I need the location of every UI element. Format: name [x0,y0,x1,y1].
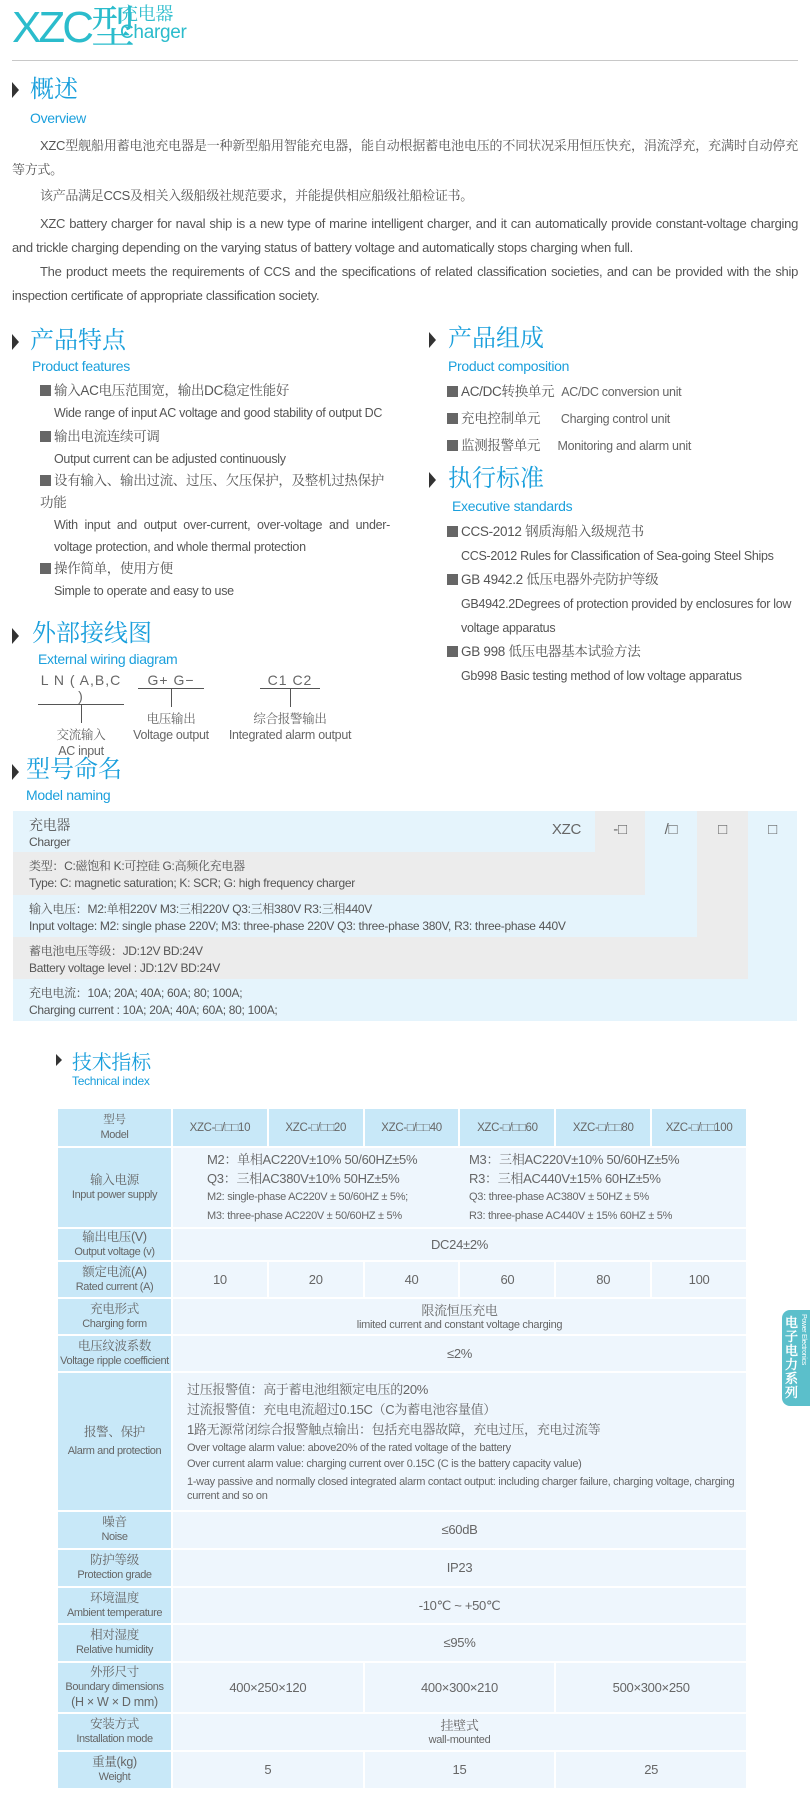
standard-cn: GB 4942.2 低压电器外壳防护等级 [461,572,659,587]
model-cell: XZC-□/□□60 [459,1108,555,1147]
naming-slot-current: □ [748,811,797,979]
table-row [57,1335,747,1372]
section-triangle-icon [12,764,19,780]
naming-row-en: Type: C: magnetic saturation; K: SCR; G: high frequency charger [29,876,355,890]
overview-paragraph: 该产品满足CCS及相关入级船级社规范要求，并能提供相应船级社船检证书。 [40,188,473,203]
wiring-label-cn: 电压输出 [146,712,196,726]
overview-paragraph: The product meets the requirements of CCS and the specifications of related classification societies, and can be provided with the ship inspection certificate of appropriate classification society. [12,264,798,303]
table-row [57,1662,747,1713]
table-row [57,1511,747,1549]
naming-heading: 型号命名 [26,756,122,783]
naming-slot-voltage: /□ [645,811,697,895]
section-triangle-icon [12,82,19,98]
alarm-line: Over voltage alarm value: above20% of the rated voltage of the battery [187,1442,511,1454]
product-title-cn: 充电器 [120,4,174,24]
features-list [40,380,390,602]
feature-cn: 设有输入、输出过流、过压、欠压保护，及整机过热保护功能 [40,473,384,510]
input-line: M3：三相AC220V±10% 50/60HZ±5% [469,1151,680,1167]
header-divider [12,60,798,61]
composition-cn: 监测报警单元 [461,438,541,453]
composition-en: Charging control unit [560,412,670,426]
overview-subheading: Overview [30,110,86,126]
feature-en: With input and output over-current, over-voltage and under-voltage protection, and whole thermal protection [54,518,390,554]
standard-en: Gb998 Basic testing method of low voltage apparatus [461,669,742,683]
label-cn: 环境温度 [90,1590,139,1605]
input-line: R3：三相AC440V±15% 60HZ±5% [469,1170,661,1186]
naming-row-en: Input voltage: M2: single phase 220V; M3: three-phase 220V Q3: three-phase 380V, R3: three-phase 440V [29,919,566,933]
label-en: Model [100,1128,129,1141]
section-triangle-icon [12,628,19,644]
square-bullet-icon [447,526,458,537]
wiring-stem [171,689,172,707]
composition-item [447,378,797,405]
table-row [57,1587,747,1624]
row-label [57,1549,172,1587]
table-row [57,1261,747,1298]
humidity-cell: ≤95% [172,1624,747,1662]
features-subheading: Product features [32,358,130,374]
square-bullet-icon [447,646,458,657]
feature-en: Simple to operate and easy to use [54,584,234,598]
overview-paragraph: XZC battery charger for naval ship is a new type of marine intelligent charger, and it can automatically provide constant-voltage charging and trickle charging depending on the varying status of battery voltage and automatically stops charging when full. [12,216,798,255]
table-row [57,1372,747,1511]
wiring-label-cn: 综合报警输出 [253,712,327,726]
label-cn: 安装方式 [90,1717,139,1731]
standard-en: CCS-2012 Rules for Classification of Sea-going Steel Ships [461,549,774,563]
wiring-label-en: Voltage output [133,728,209,742]
weight-cell: 15 [364,1751,556,1789]
feature-cn: 输入AC电压范围宽，输出DC稳定性能好 [54,383,290,398]
square-bullet-icon [447,574,458,585]
standard-en: GB4942.2Degrees of protection provided by enclosures for low voltage apparatus [461,597,792,635]
noise-cell: ≤60dB [172,1511,747,1549]
standards-heading: 执行标准 [448,465,544,492]
composition-heading: 产品组成 [448,325,544,352]
alarm-line: 1路无源常闭综合报警触点输出：包括充电器故障，充电过压，充电过流等 [187,1422,601,1437]
charging-form-cell [172,1298,747,1335]
wiring-group-ac [38,672,124,759]
table-row [57,1298,747,1335]
rated-current-cell: 40 [364,1261,460,1298]
install-cell [172,1713,747,1751]
dimensions-cell: 500×300×250 [555,1662,747,1713]
square-bullet-icon [447,386,458,397]
composition-subheading: Product composition [448,358,570,374]
section-triangle-icon [12,334,19,350]
overview-text [12,134,798,308]
value-en: wall-mounted [428,1734,491,1746]
label-en: Output voltage (v) [74,1245,155,1258]
standard-item [447,520,799,568]
label-en: Protection grade [77,1569,152,1581]
product-title-en: Charger [120,22,187,43]
weight-cell: 25 [555,1751,747,1789]
wiring-group-alarm [220,672,360,743]
wiring-label-en: Integrated alarm output [228,728,352,742]
naming-row-charger [13,811,595,852]
label-cn: 报警、保护 [83,1424,145,1439]
label-en: Noise [101,1531,128,1543]
wiring-group-voltage [128,672,214,743]
product-model-title: XZC型 [12,3,132,52]
label-cn: 防护等级 [90,1553,139,1567]
label-cn: 输入电源 [90,1172,139,1187]
naming-row-current [13,979,797,1021]
table-row [57,1549,747,1587]
row-label [57,1662,172,1713]
input-line: M3: three-phase AC220V ± 50/60HZ ± 5% [207,1209,402,1222]
label-cn: 重量(kg) [92,1755,137,1769]
square-bullet-icon [447,413,458,424]
naming-row-battery [13,937,748,979]
label-en: (H × W × D mm) [71,1695,158,1709]
weight-cell: 5 [172,1751,364,1789]
standards-list [447,520,799,688]
label-cn: 型号 [103,1113,126,1126]
row-label [57,1511,172,1549]
square-bullet-icon [40,385,51,396]
naming-slot-battery: □ [697,811,748,937]
model-cell: XZC-□/□□80 [555,1108,651,1147]
standard-item [447,568,799,640]
input-power-cell [172,1147,747,1228]
table-row [57,1147,747,1228]
feature-item [40,470,390,558]
table-row [57,1751,747,1789]
output-voltage-cell: DC24±2% [172,1228,747,1261]
label-en: Input power supply [71,1188,158,1201]
square-bullet-icon [40,563,51,574]
value-en: limited current and constant voltage charging [356,1318,563,1331]
naming-row-cn: 充电电流：10A; 20A; 40A; 60A; 80; 100A; [29,986,243,1000]
wiring-label-cn: 交流输入 [56,728,106,742]
tech-spec-table [56,1107,748,1790]
input-line: R3: three-phase AC440V ± 15% 60HZ ± 5% [469,1209,673,1222]
composition-cn: AC/DC转换单元 [461,384,555,399]
row-label [57,1147,172,1228]
feature-en: Output current can be adjusted continuously [54,452,286,466]
dimensions-cell: 400×250×120 [172,1662,364,1713]
standard-item [447,640,799,688]
label-en: Weight [98,1771,131,1783]
naming-slot-type: -□ [595,811,645,853]
ambient-cell: -10℃ ~ +50℃ [172,1587,747,1624]
feature-item [40,426,390,470]
wiring-pins: G+ G− [138,672,204,689]
composition-cn: 充电控制单元 [461,411,541,426]
composition-list [447,378,797,459]
naming-row-type [13,852,645,895]
ripple-cell: ≤2% [172,1335,747,1372]
label-cn: 电压纹波系数 [77,1338,152,1353]
wiring-heading: 外部接线图 [32,620,152,647]
row-label [57,1587,172,1624]
alarm-line: 过压报警值：高于蓄电池组额定电压的20% [187,1382,429,1397]
wiring-subheading: External wiring diagram [38,651,178,667]
section-triangle-icon [429,332,436,348]
section-triangle-icon [56,1054,62,1066]
row-label [57,1108,172,1147]
standards-subheading: Executive standards [452,498,573,514]
label-en: Alarm and protection [67,1444,162,1457]
naming-row-en: Charger [29,835,71,849]
table-row [57,1713,747,1751]
model-cell: XZC-□/□□100 [651,1108,747,1147]
alarm-line: Over current alarm value: charging current over 0.15C (C is the battery capacity value) [187,1458,582,1470]
section-triangle-icon [429,472,436,488]
row-label [57,1228,172,1261]
rated-current-cell: 10 [172,1261,268,1298]
rated-current-cell: 100 [651,1261,747,1298]
wiring-pins: L N ( A,B,C ) [38,672,124,705]
row-label [57,1335,172,1372]
row-label [57,1261,172,1298]
model-cell: XZC-□/□□20 [268,1108,364,1147]
naming-subheading: Model naming [26,787,111,803]
row-label [57,1713,172,1751]
input-line: Q3：三相AC380V±10% 50HZ±5% [207,1170,400,1186]
label-cn: 外形尺寸 [90,1665,139,1679]
rated-current-cell: 80 [555,1261,651,1298]
model-cell: XZC-□/□□40 [364,1108,460,1147]
side-tab-label-en: Power Electronics [800,1314,807,1365]
row-label [57,1624,172,1662]
overview-paragraph: XZC型舰船用蓄电池充电器是一种新型船用智能充电器，能自动根据蓄电池电压的不同状况采用恒压快充，涓流浮充，充满时自动停充等方式。 [12,138,798,177]
alarm-cell [172,1372,747,1511]
side-tab-label-cn: 电子电力系列 [785,1315,799,1400]
naming-row-cn: 蓄电池电压等级：JD:12V BD:24V [29,944,203,958]
composition-en: AC/DC conversion unit [561,385,682,399]
tech-heading: 技术指标 [72,1052,151,1074]
naming-code: XZC [551,821,581,838]
wiring-pins: C1 C2 [260,672,320,689]
alarm-line: 1-way passive and normally closed integrated alarm contact output: including charger failure, charging voltage, charging current and so on [187,1476,735,1502]
row-label [57,1751,172,1789]
label-en: Ambient temperature [66,1606,163,1619]
naming-row-cn: 充电器 [29,817,71,833]
naming-row-en: Battery voltage level : JD:12V BD:24V [29,961,221,975]
label-en: Boundary dimensions [65,1681,164,1693]
input-line: Q3: three-phase AC380V ± 50HZ ± 5% [469,1190,649,1203]
label-en: Installation mode [76,1733,153,1745]
feature-item [40,380,390,424]
label-en: Rated current (A) [75,1280,154,1293]
naming-row-input-voltage [13,895,697,937]
label-cn: 相对湿度 [90,1628,139,1642]
protection-cell: IP23 [172,1549,747,1587]
composition-en: Monitoring and alarm unit [557,439,692,453]
side-category-tab[interactable] [782,1310,810,1406]
rated-current-cell: 60 [459,1261,555,1298]
label-cn: 额定电流(A) [82,1264,147,1279]
label-cn: 噪音 [102,1515,127,1529]
table-row [57,1108,747,1147]
label-cn: 充电形式 [90,1301,139,1316]
table-row [57,1228,747,1261]
rated-current-cell: 20 [268,1261,364,1298]
row-label [57,1298,172,1335]
label-cn: 输出电压(V) [82,1229,147,1244]
square-bullet-icon [40,431,51,442]
wiring-stem [81,705,82,723]
wiring-label-en: AC input [58,744,104,758]
overview-heading: 概述 [30,76,78,103]
feature-en: Wide range of input AC voltage and good stability of output DC [54,406,383,420]
value-cn: 挂壁式 [440,1718,479,1733]
input-line: M2：单相AC220V±10% 50/60HZ±5% [207,1151,418,1167]
wiring-stem [290,689,291,707]
value-cn: 限流恒压充电 [421,1302,498,1318]
naming-row-cn: 输入电压：M2:单相220V M3:三相220V Q3:三相380V R3:三相440V [29,902,372,916]
features-heading: 产品特点 [30,327,126,354]
table-row [57,1624,747,1662]
input-line: M2: single-phase AC220V ± 50/60HZ ± 5%; [207,1190,408,1203]
feature-cn: 操作简单，使用方便 [54,561,173,576]
composition-item [447,432,797,459]
standard-cn: GB 998 低压电器基本试验方法 [461,644,641,659]
label-en: Charging form [82,1317,147,1330]
row-label [57,1372,172,1511]
square-bullet-icon [447,440,458,451]
naming-row-cn: 类型：C:磁饱和 K:可控硅 G:高频化充电器 [29,859,245,873]
naming-row-en: Charging current : 10A; 20A; 40A; 60A; 80; 100A; [29,1003,278,1017]
model-cell: XZC-□/□□10 [172,1108,268,1147]
square-bullet-icon [40,475,51,486]
label-en: Voltage ripple coefficient [60,1354,169,1367]
standard-cn: CCS-2012 钢质海船入级规范书 [461,524,644,539]
feature-cn: 输出电流连续可调 [54,429,160,444]
label-en: Relative humidity [76,1644,153,1656]
dimensions-cell: 400×300×210 [364,1662,556,1713]
alarm-line: 过流报警值：充电电流超过0.15C（C为蓄电池容量值） [187,1402,496,1417]
composition-item [447,405,797,432]
feature-item [40,558,390,602]
tech-subheading: Technical index [72,1074,150,1088]
